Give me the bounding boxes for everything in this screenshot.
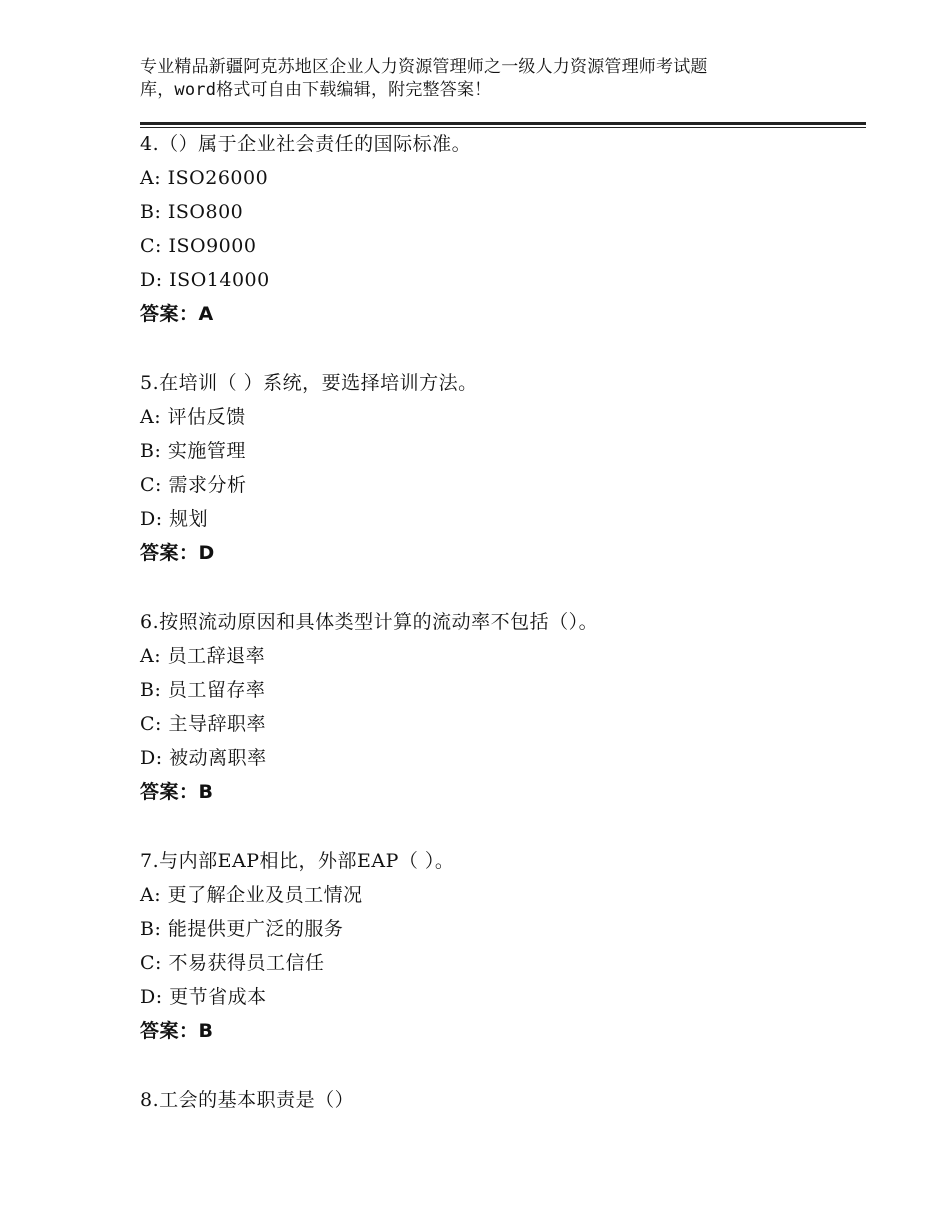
question-4-option-b: B: ISO800 — [140, 201, 244, 223]
question-5-answer: 答案：D — [140, 542, 215, 564]
question-5-stem: 5.在培训（ ）系统，要选择培训方法。 — [140, 372, 478, 394]
header-line-2: 库，word格式可自由下载编辑，附完整答案！ — [140, 80, 492, 100]
header-divider-thick — [140, 122, 866, 125]
question-4-answer: 答案：A — [140, 303, 214, 325]
question-4-stem: 4.（）属于企业社会责任的国际标准。 — [140, 133, 472, 155]
question-6-option-d: D: 被动离职率 — [140, 747, 267, 769]
header-divider-thin — [140, 127, 866, 128]
question-6-option-a: A: 员工辞退率 — [140, 645, 266, 667]
question-7-option-d: D: 更节省成本 — [140, 986, 267, 1008]
question-5-option-a: A: 评估反馈 — [140, 406, 246, 428]
question-6-answer: 答案：B — [140, 781, 214, 803]
question-7-option-c: C: 不易获得员工信任 — [140, 952, 325, 974]
question-6-option-c: C: 主导辞职率 — [140, 713, 266, 735]
question-5-option-c: C: 需求分析 — [140, 474, 247, 496]
question-4-option-d: D: ISO14000 — [140, 269, 270, 291]
question-4-option-c: C: ISO9000 — [140, 235, 257, 257]
question-7-option-b: B: 能提供更广泛的服务 — [140, 918, 344, 940]
question-7-stem: 7.与内部EAP相比，外部EAP（ ）。 — [140, 850, 455, 872]
question-5-option-d: D: 规划 — [140, 508, 209, 530]
question-4-option-a: A: ISO26000 — [140, 167, 269, 189]
question-5-option-b: B: 实施管理 — [140, 440, 246, 462]
question-8-stem: 8.工会的基本职责是（） — [140, 1089, 355, 1111]
question-7-option-a: A: 更了解企业及员工情况 — [140, 884, 363, 906]
question-7-answer: 答案：B — [140, 1020, 214, 1042]
question-6-option-b: B: 员工留存率 — [140, 679, 266, 701]
question-6-stem: 6.按照流动原因和具体类型计算的流动率不包括（）。 — [140, 611, 599, 633]
header-line-1: 专业精品新疆阿克苏地区企业人力资源管理师之一级人力资源管理师考试题 — [140, 57, 708, 77]
document-header — [140, 56, 780, 102]
